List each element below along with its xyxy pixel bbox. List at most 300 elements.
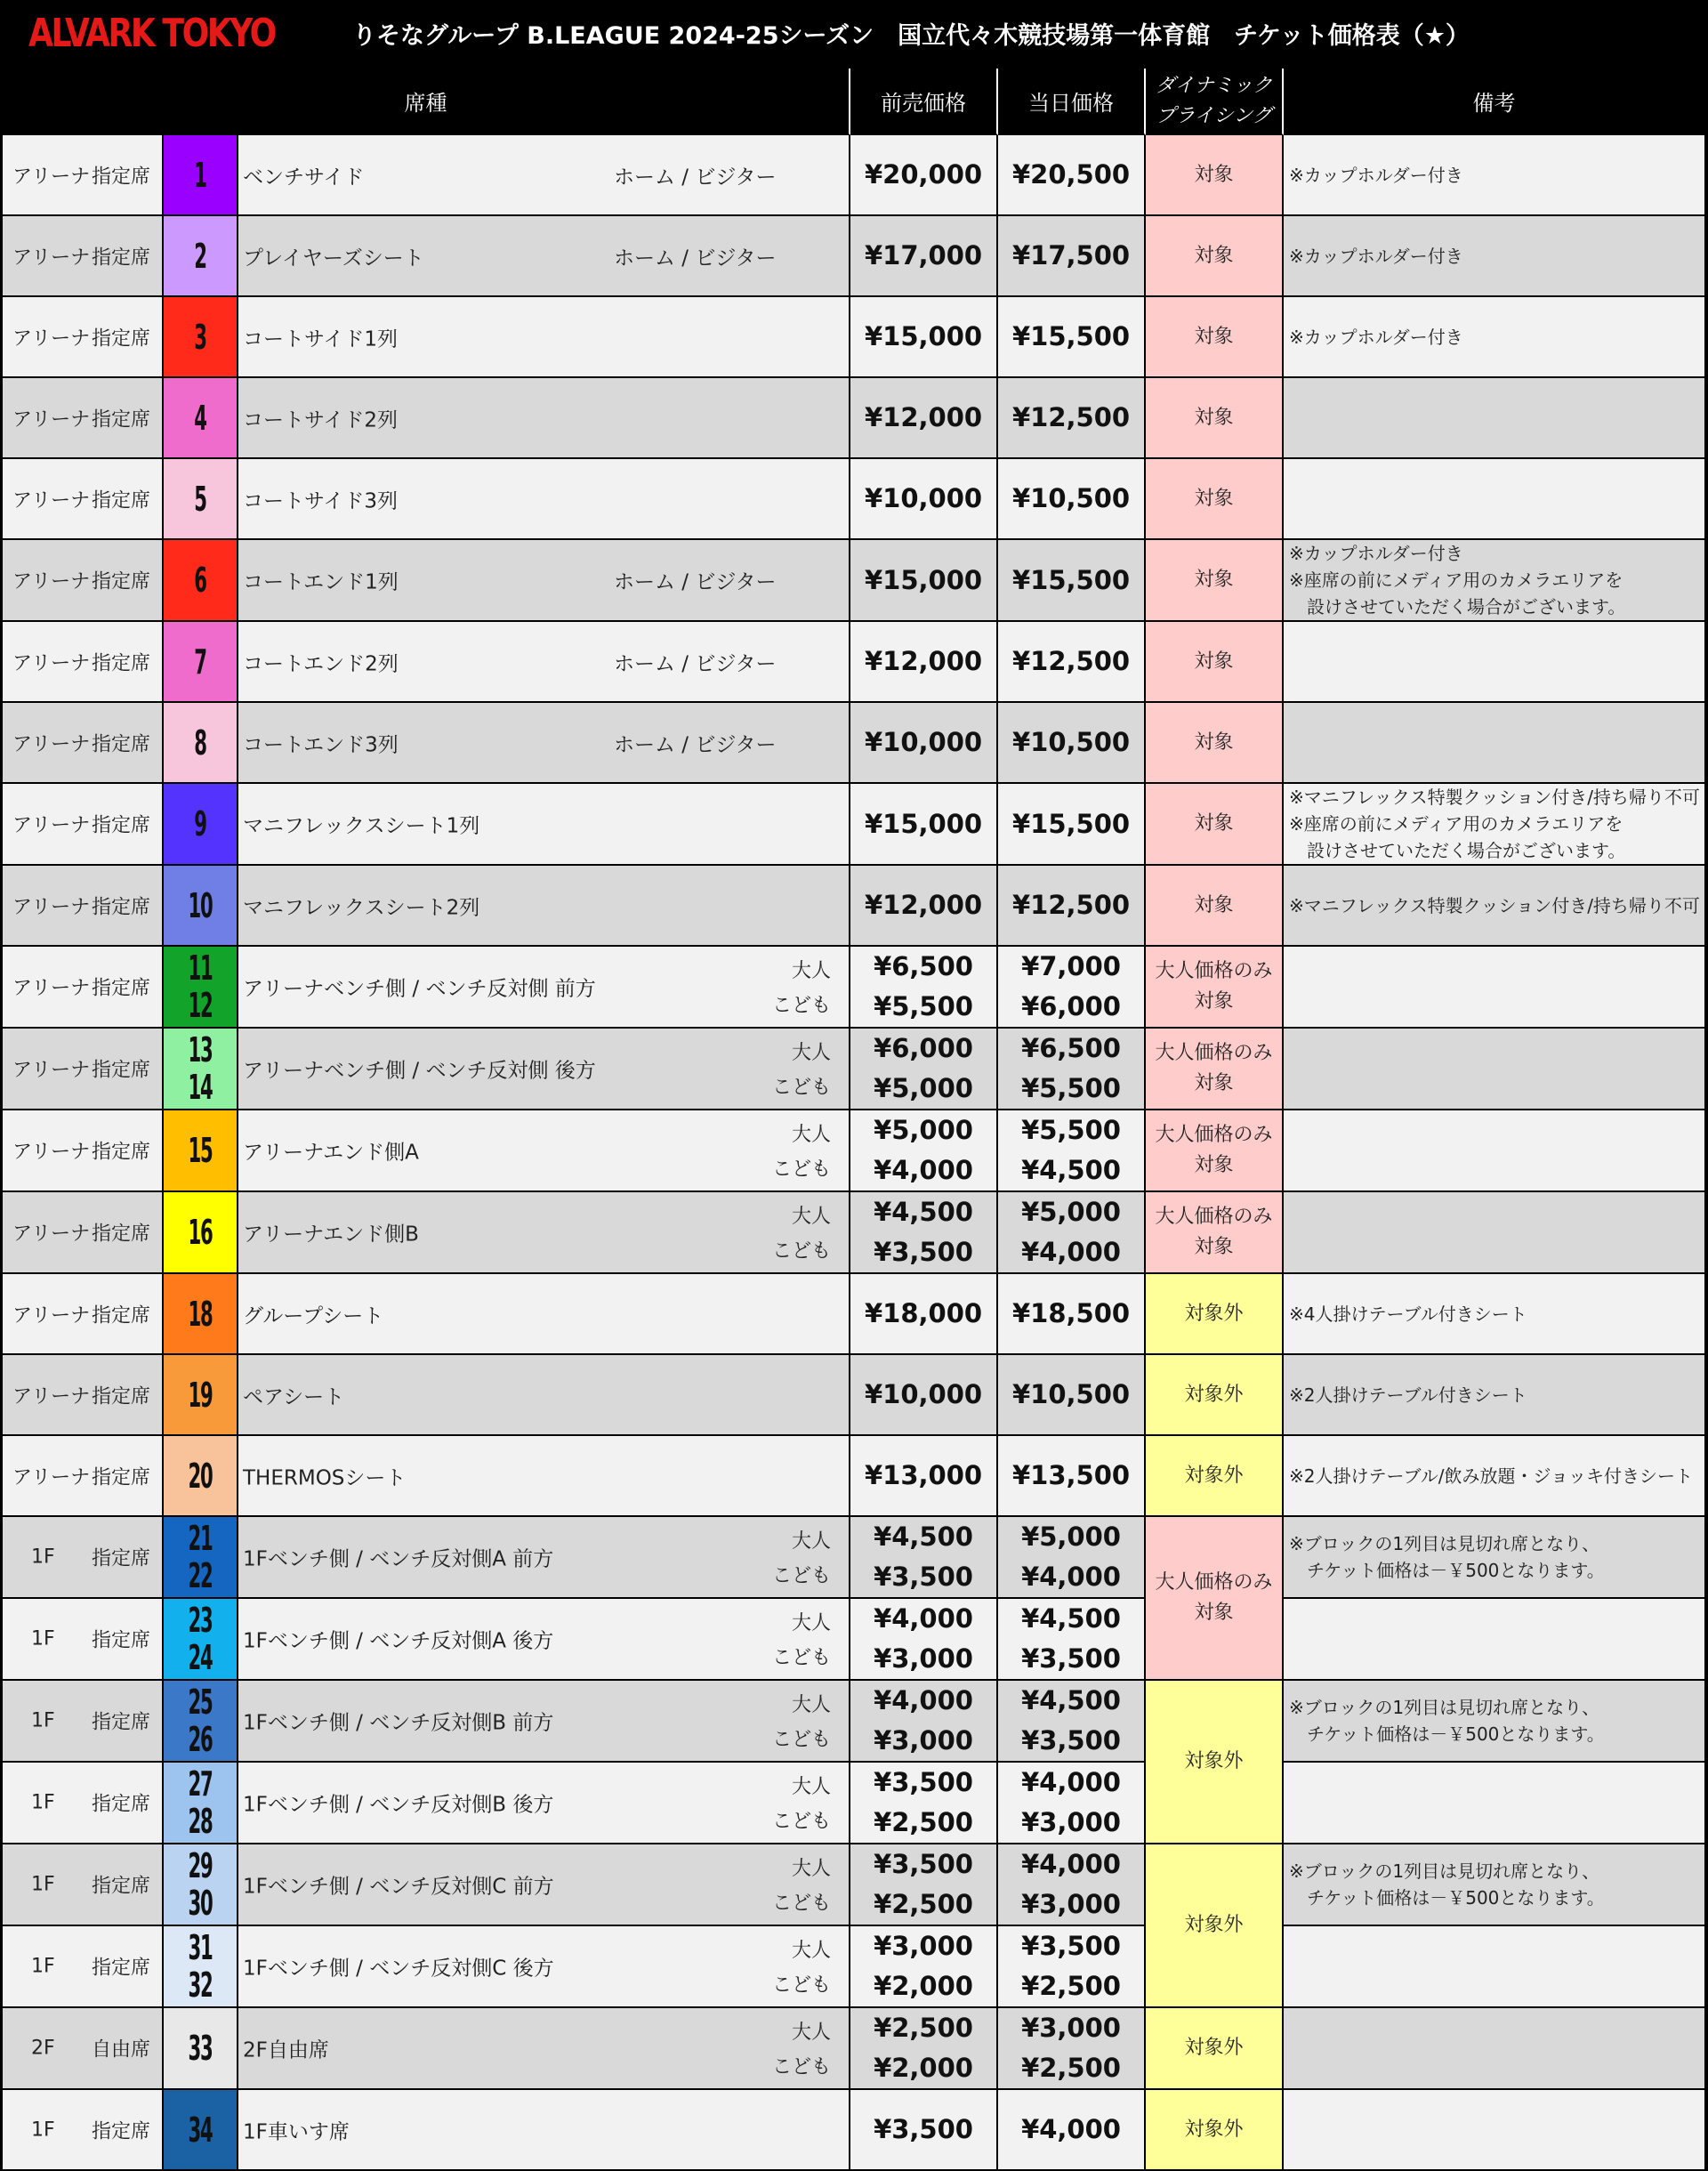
same-day-price-cell — [998, 1926, 1146, 2008]
dynamic-pricing-cell — [1146, 947, 1284, 1029]
area-label: アリーナ — [12, 977, 91, 1000]
child-price-value: ¥3,500 — [874, 1562, 973, 1592]
area-label: アリーナ — [12, 1141, 91, 1164]
price-value: ¥15,000 — [864, 321, 983, 351]
area-label: アリーナ — [12, 408, 91, 431]
price-value: ¥4,000 — [874, 1603, 973, 1634]
notes-cell — [1284, 378, 1704, 459]
dynamic-pricing-cell — [1146, 459, 1284, 540]
seat-name: マニフレックスシート2列 — [243, 896, 480, 919]
same-day-price-cell — [998, 1517, 1146, 1599]
price-value: ¥5,000 — [874, 1115, 973, 1145]
child-label: こども — [772, 1240, 832, 1263]
notes-cell — [1284, 866, 1704, 947]
table-row — [3, 378, 1704, 459]
dynamic-pricing-text: 対象 — [1194, 406, 1234, 429]
seat-name-cell — [238, 1355, 850, 1436]
price-value: ¥3,000 — [1021, 2013, 1121, 2043]
seat-kind-label: 指定席 — [92, 1304, 151, 1327]
note-line: ※カップホルダー付き — [1289, 543, 1463, 564]
price-value: ¥4,000 — [1021, 1849, 1121, 1879]
area-label: アリーナ — [12, 733, 91, 755]
seat-number: 29 — [188, 1846, 213, 1885]
dynamic-pricing-text: 対象 — [1194, 990, 1234, 1013]
seat-number: 11 — [188, 948, 213, 988]
seat-name: マニフレックスシート1列 — [243, 814, 480, 838]
same-day-price-cell — [998, 2090, 1146, 2171]
seat-number-badge — [164, 2008, 238, 2090]
price-value: ¥17,500 — [1011, 240, 1131, 270]
note-line: チケット価格は－￥500となります。 — [1289, 1723, 1605, 1745]
seat-name-cell — [238, 1926, 850, 2008]
area-cell — [3, 1436, 164, 1517]
home-visitor-label: ホーム / ビジター — [614, 165, 777, 189]
child-price-value: ¥3,000 — [874, 1725, 973, 1755]
seat-kind-label: 指定席 — [92, 2120, 151, 2143]
price-value: ¥15,000 — [864, 808, 983, 839]
seat-kind-label: 指定席 — [92, 1385, 151, 1408]
area-label: アリーナ — [12, 1059, 91, 1082]
dynamic-pricing-text: 大人価格のみ — [1155, 1042, 1273, 1064]
dynamic-pricing-cell — [1146, 622, 1284, 703]
same-day-price-cell — [998, 703, 1146, 784]
seat-number-badge — [164, 1517, 238, 1599]
area-cell — [3, 1517, 164, 1599]
dynamic-pricing-text: 対象 — [1194, 1602, 1234, 1624]
table-row — [3, 1844, 1704, 1926]
price-value: ¥18,500 — [1011, 1298, 1131, 1328]
notes-cell — [1284, 1599, 1704, 1681]
notes-cell — [1284, 1844, 1704, 1926]
seat-name-cell — [238, 1436, 850, 1517]
same-day-price-cell — [998, 540, 1146, 622]
table-row — [3, 135, 1704, 216]
same-day-price-cell — [998, 135, 1146, 216]
dynamic-pricing-cell — [1146, 1681, 1284, 1844]
child-label: こども — [772, 2056, 832, 2078]
price-value: ¥3,500 — [874, 1849, 973, 1879]
area-cell — [3, 1192, 164, 1274]
child-price-value: ¥2,500 — [874, 1807, 973, 1837]
notes-cell — [1284, 1517, 1704, 1599]
seat-number-badge — [164, 1763, 238, 1844]
price-value: ¥12,500 — [1011, 646, 1131, 676]
notes-cell — [1284, 1436, 1704, 1517]
price-value: ¥5,000 — [1021, 1197, 1121, 1227]
child-price-value: ¥3,500 — [1021, 1725, 1121, 1755]
seat-number: 31 — [188, 1928, 213, 1967]
child-label: こども — [772, 1974, 832, 1997]
dynamic-pricing-text: 対象 — [1194, 325, 1234, 348]
seat-number-badge — [164, 703, 238, 784]
seat-name: アリーナエンド側A — [243, 1141, 419, 1165]
seat-number-badge — [164, 378, 238, 459]
seat-number-badge — [164, 297, 238, 378]
seat-name: コートサイド2列 — [243, 408, 399, 432]
dynamic-pricing-text: 対象 — [1194, 730, 1234, 754]
child-price-value: ¥2,500 — [874, 1889, 973, 1919]
seat-number: 21 — [188, 1519, 213, 1558]
price-value: ¥10,500 — [1011, 1379, 1131, 1409]
advance-price-cell — [850, 947, 998, 1029]
seat-kind-label: 指定席 — [92, 733, 151, 755]
ticket-price-table — [3, 69, 1704, 2171]
seat-name-cell — [238, 2008, 850, 2090]
note-line: ※マニフレックス特製クッション付き/持ち帰り不可 — [1289, 787, 1700, 808]
area-cell — [3, 1599, 164, 1681]
area-cell — [3, 459, 164, 540]
note-line: 設けさせていただく場合がございます。 — [1289, 840, 1626, 861]
header-bar — [0, 0, 1708, 68]
same-day-price-cell — [998, 1192, 1146, 1274]
seat-number: 16 — [188, 1213, 213, 1252]
seat-number: 9 — [194, 804, 206, 843]
notes-cell — [1284, 703, 1704, 784]
area-label: アリーナ — [12, 327, 91, 350]
dynamic-pricing-cell — [1146, 866, 1284, 947]
dynamic-pricing-cell — [1146, 135, 1284, 216]
note-line: ※カップホルダー付き — [1289, 245, 1463, 267]
seat-number-badge — [164, 947, 238, 1029]
advance-price-cell — [850, 1029, 998, 1110]
seat-number: 23 — [188, 1601, 213, 1640]
seat-name: コートサイド3列 — [243, 489, 399, 512]
price-value: ¥12,500 — [1011, 890, 1131, 920]
seat-number-badge — [164, 216, 238, 297]
note-line: ※カップホルダー付き — [1289, 326, 1463, 348]
child-label: こども — [772, 995, 832, 1017]
notes-cell — [1284, 622, 1704, 703]
dynamic-pricing-cell — [1146, 1274, 1284, 1355]
dynamic-pricing-cell — [1146, 784, 1284, 866]
dynamic-pricing-text: 対象 — [1194, 650, 1234, 673]
dynamic-pricing-cell — [1146, 1355, 1284, 1436]
seat-name-cell — [238, 1763, 850, 1844]
dynamic-pricing-text: 対象 — [1194, 812, 1234, 835]
area-cell — [3, 1110, 164, 1192]
child-price-value: ¥2,500 — [1021, 1971, 1121, 2001]
seat-kind-label: 指定席 — [92, 896, 151, 918]
child-price-value: ¥3,000 — [1021, 1889, 1121, 1919]
notes-cell — [1284, 1192, 1704, 1274]
dynamic-pricing-cell — [1146, 1192, 1284, 1274]
seat-name-cell — [238, 459, 850, 540]
advance-price-cell — [850, 1436, 998, 1517]
table-row — [3, 1926, 1704, 2008]
seat-name: アリーナベンチ側 / ベンチ反対側 前方 — [243, 977, 596, 1001]
notes-cell — [1284, 2008, 1704, 2090]
price-value: ¥6,500 — [1021, 1033, 1121, 1063]
area-cell — [3, 378, 164, 459]
same-day-price-cell — [998, 1029, 1146, 1110]
child-price-value: ¥4,000 — [1021, 1237, 1121, 1267]
seat-number: 30 — [188, 1884, 213, 1923]
advance-price-cell — [850, 866, 998, 947]
child-price-value: ¥4,000 — [874, 1155, 973, 1185]
home-visitor-label: ホーム / ビジター — [614, 570, 777, 594]
child-price-value: ¥2,000 — [874, 1971, 973, 2001]
advance-price-cell — [850, 622, 998, 703]
seat-name-cell — [238, 1192, 850, 1274]
price-value: ¥4,500 — [1021, 1603, 1121, 1634]
dynamic-pricing-cell — [1146, 703, 1284, 784]
seat-name-cell — [238, 1844, 850, 1926]
dynamic-pricing-text: 対象 — [1194, 569, 1234, 591]
seat-number: 12 — [188, 986, 213, 1025]
dynamic-pricing-text: 対象外 — [1184, 2037, 1244, 2059]
page-title: りそなグループ B.LEAGUE 2024-25シーズン 国立代々木競技場第一体育館 チケット価格表（★） — [352, 22, 1470, 50]
area-cell — [3, 703, 164, 784]
child-price-value: ¥3,500 — [1021, 1643, 1121, 1674]
area-cell — [3, 2008, 164, 2090]
price-value: ¥4,000 — [1021, 1767, 1121, 1797]
price-value: ¥12,500 — [1011, 402, 1131, 432]
seat-number: 5 — [194, 479, 206, 519]
dynamic-pricing-cell — [1146, 2090, 1284, 2171]
price-value: ¥15,500 — [1011, 564, 1131, 595]
seat-kind-label: 自由席 — [92, 2038, 151, 2062]
area-cell — [3, 1844, 164, 1926]
header-dynamic-line2: プライシング — [1156, 104, 1272, 127]
note-line: ※ブロックの1列目は見切れ席となり、 — [1289, 1697, 1600, 1718]
seat-name-cell — [238, 135, 850, 216]
seat-name: コートサイド1列 — [243, 327, 399, 351]
seat-name-cell — [238, 1517, 850, 1599]
area-label: 2F — [31, 2037, 55, 2060]
seat-name: コートエンド1列 — [243, 570, 399, 594]
area-cell — [3, 1029, 164, 1110]
dynamic-pricing-cell — [1146, 1110, 1284, 1192]
notes-cell — [1284, 947, 1704, 1029]
same-day-price-cell — [998, 1599, 1146, 1681]
notes-cell — [1284, 1110, 1704, 1192]
seat-number-badge — [164, 1926, 238, 2008]
dynamic-pricing-cell — [1146, 1844, 1284, 2008]
seat-kind-label: 指定席 — [92, 1629, 151, 1652]
seat-number-badge — [164, 784, 238, 866]
notes-cell — [1284, 1681, 1704, 1763]
notes-cell — [1284, 459, 1704, 540]
notes-cell — [1284, 216, 1704, 297]
team-logo: ALVARK TOKYO — [28, 11, 275, 56]
seat-name: 1F車いす席 — [243, 2120, 350, 2143]
header-advance-price: 前売価格 — [850, 69, 998, 135]
seat-name: 1Fベンチ側 / ベンチ反対側C 前方 — [243, 1875, 554, 1899]
dynamic-pricing-text: 対象 — [1194, 1236, 1234, 1258]
price-value: ¥4,000 — [1021, 2114, 1121, 2144]
dynamic-pricing-cell — [1146, 1029, 1284, 1110]
dynamic-pricing-text: 対象 — [1194, 893, 1234, 916]
same-day-price-cell — [998, 947, 1146, 1029]
price-value: ¥3,500 — [1021, 1931, 1121, 1961]
advance-price-cell — [850, 1192, 998, 1274]
seat-number-badge — [164, 1029, 238, 1110]
seat-kind-label: 指定席 — [92, 1711, 151, 1734]
table-row — [3, 947, 1704, 1029]
seat-kind-label: 指定席 — [92, 408, 151, 431]
area-label: アリーナ — [12, 165, 91, 188]
child-label: こども — [772, 1565, 832, 1587]
advance-price-cell — [850, 378, 998, 459]
same-day-price-cell — [998, 297, 1146, 378]
seat-kind-label: 指定席 — [92, 1059, 151, 1082]
advance-price-cell — [850, 703, 998, 784]
price-value: ¥12,000 — [864, 890, 983, 920]
advance-price-cell — [850, 1599, 998, 1681]
adult-label: 大人 — [792, 1124, 832, 1146]
seat-number: 24 — [188, 1638, 213, 1677]
seat-kind-label: 指定席 — [92, 1547, 151, 1570]
price-value: ¥15,500 — [1011, 808, 1131, 839]
seat-number: 6 — [194, 561, 206, 600]
area-label: 1F — [31, 1709, 55, 1732]
same-day-price-cell — [998, 784, 1146, 866]
area-label: 1F — [31, 1627, 55, 1650]
price-value: ¥3,000 — [874, 1931, 973, 1961]
seat-name-cell — [238, 1599, 850, 1681]
dynamic-pricing-text: 対象 — [1194, 244, 1234, 267]
area-cell — [3, 784, 164, 866]
advance-price-cell — [850, 1763, 998, 1844]
table-row — [3, 1355, 1704, 1436]
dynamic-pricing-cell — [1146, 1436, 1284, 1517]
table-row — [3, 1029, 1704, 1110]
seat-kind-label: 指定席 — [92, 814, 151, 837]
table-row — [3, 216, 1704, 297]
price-value: ¥3,500 — [874, 1767, 973, 1797]
seat-kind-label: 指定席 — [92, 1466, 151, 1489]
price-value: ¥6,000 — [874, 1033, 973, 1063]
seat-name: THERMOSシート — [243, 1466, 407, 1489]
seat-kind-label: 指定席 — [92, 1957, 151, 1980]
advance-price-cell — [850, 135, 998, 216]
seat-name: 2F自由席 — [243, 2038, 329, 2062]
price-value: ¥2,500 — [874, 2013, 973, 2043]
area-label: アリーナ — [12, 652, 91, 674]
area-label: 1F — [31, 1955, 55, 1978]
header-dynamic-pricing — [1146, 69, 1284, 135]
child-label: こども — [772, 1077, 832, 1099]
seat-name-cell — [238, 297, 850, 378]
child-price-value: ¥4,500 — [1021, 1155, 1121, 1185]
price-value: ¥4,000 — [874, 1685, 973, 1715]
table-header-row — [3, 69, 1704, 135]
area-cell — [3, 1926, 164, 2008]
seat-number-badge — [164, 1681, 238, 1763]
area-label: アリーナ — [12, 896, 91, 918]
seat-name: コートエンド2列 — [243, 652, 399, 675]
adult-label: 大人 — [792, 1612, 832, 1634]
home-visitor-label: ホーム / ビジター — [614, 246, 777, 270]
seat-name-cell — [238, 540, 850, 622]
dynamic-pricing-cell — [1146, 297, 1284, 378]
price-value: ¥10,000 — [864, 727, 983, 757]
area-cell — [3, 216, 164, 297]
seat-name-cell — [238, 947, 850, 1029]
seat-number-badge — [164, 1436, 238, 1517]
seat-number: 10 — [188, 885, 213, 925]
same-day-price-cell — [998, 2008, 1146, 2090]
dynamic-pricing-text: 対象 — [1194, 163, 1234, 186]
note-line: ※2人掛けテーブル付きシート — [1289, 1384, 1527, 1406]
seat-number-badge — [164, 1110, 238, 1192]
notes-cell — [1284, 1274, 1704, 1355]
price-value: ¥4,500 — [1021, 1685, 1121, 1715]
child-label: こども — [772, 1811, 832, 1833]
seat-name: ベンチサイド — [243, 165, 365, 189]
table-row — [3, 540, 1704, 622]
price-value: ¥20,000 — [864, 159, 983, 190]
dynamic-pricing-text: 大人価格のみ — [1155, 1206, 1273, 1228]
seat-name: アリーナベンチ側 / ベンチ反対側 後方 — [243, 1059, 596, 1083]
price-value: ¥12,000 — [864, 402, 983, 432]
seat-name-cell — [238, 1110, 850, 1192]
table-row — [3, 703, 1704, 784]
table-row — [3, 2008, 1704, 2090]
area-cell — [3, 622, 164, 703]
note-line: ※マニフレックス特製クッション付き/持ち帰り不可 — [1289, 894, 1700, 916]
same-day-price-cell — [998, 1763, 1146, 1844]
notes-cell — [1284, 2090, 1704, 2171]
note-line: ※カップホルダー付き — [1289, 164, 1463, 186]
seat-number: 34 — [188, 2110, 213, 2150]
adult-label: 大人 — [792, 1694, 832, 1716]
seat-number: 2 — [194, 236, 206, 276]
price-value: ¥10,000 — [864, 1379, 983, 1409]
seat-number-badge — [164, 1192, 238, 1274]
notes-cell — [1284, 135, 1704, 216]
price-value: ¥3,500 — [874, 2114, 973, 2144]
seat-kind-label: 指定席 — [92, 165, 151, 188]
same-day-price-cell — [998, 459, 1146, 540]
seat-name-cell — [238, 378, 850, 459]
seat-name: プレイヤーズシート — [243, 246, 424, 270]
same-day-price-cell — [998, 216, 1146, 297]
table-row — [3, 622, 1704, 703]
dynamic-pricing-text: 大人価格のみ — [1155, 960, 1273, 982]
area-cell — [3, 1681, 164, 1763]
price-value: ¥20,500 — [1011, 159, 1131, 190]
advance-price-cell — [850, 1681, 998, 1763]
adult-label: 大人 — [792, 1940, 832, 1962]
area-cell — [3, 1355, 164, 1436]
child-price-value: ¥4,000 — [1021, 1562, 1121, 1592]
dynamic-pricing-cell — [1146, 540, 1284, 622]
seat-number-badge — [164, 2090, 238, 2171]
child-price-value: ¥2,000 — [874, 2053, 973, 2083]
child-label: こども — [772, 1158, 832, 1181]
price-value: ¥10,500 — [1011, 727, 1131, 757]
seat-number: 15 — [188, 1131, 213, 1170]
table-row — [3, 784, 1704, 866]
seat-name: 1Fベンチ側 / ベンチ反対側B 前方 — [243, 1711, 554, 1735]
seat-name: グループシート — [243, 1304, 384, 1328]
price-value: ¥17,000 — [864, 240, 983, 270]
seat-number: 13 — [188, 1030, 213, 1069]
note-line: ※座席の前にメディア用のカメラエリアを — [1289, 569, 1623, 591]
adult-label: 大人 — [792, 960, 832, 982]
table-row — [3, 297, 1704, 378]
same-day-price-cell — [998, 1436, 1146, 1517]
dynamic-pricing-text: 大人価格のみ — [1155, 1571, 1273, 1594]
dynamic-pricing-text: 対象外 — [1184, 1383, 1244, 1406]
table-row — [3, 1110, 1704, 1192]
child-label: こども — [772, 1729, 832, 1751]
seat-kind-label: 指定席 — [92, 489, 151, 512]
same-day-price-cell — [998, 1844, 1146, 1926]
seat-number-badge — [164, 866, 238, 947]
seat-name: コートエンド3列 — [243, 733, 399, 756]
